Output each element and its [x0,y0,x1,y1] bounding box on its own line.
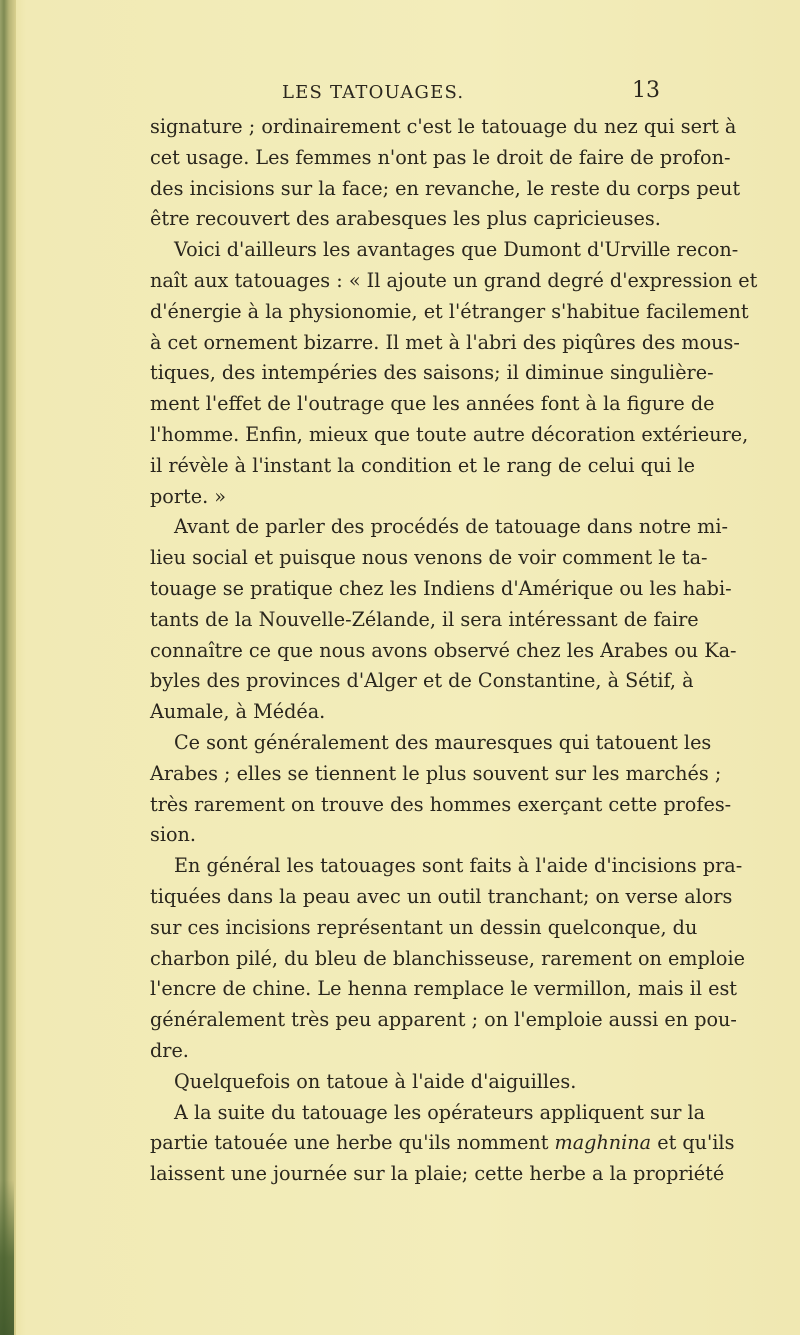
text-line: l'homme. Enfin, mieux que toute autre décoration extérieure, [150,422,749,446]
text-line: généralement très peu apparent ; on l'emploie aussi en pou- [150,1008,737,1032]
text-line: signature ; ordinairement c'est le tatouage du nez qui sert à [150,115,737,138]
text-line: sur ces incisions représentant un dessin quelconque, du [150,915,698,939]
page-binding-shadow [0,1180,14,1335]
text-line-with-italic [150,1128,735,1159]
text-line: être recouvert des arabesques les plus capricieuses. [150,207,661,231]
text-line: Quelquefois on tatoue à l'aide d'aiguilles. [174,1069,577,1093]
text-line: Avant de parler des procédés de tatouage dans notre mi- [174,515,728,539]
running-title: LES TATOUAGES. [282,82,465,103]
text-line: à cet ornement bizarre. Il met à l'abri des piqûres des mous- [150,330,740,354]
text-line: byles des provinces d'Alger et de Constantine, à Sétif, à [150,669,694,693]
text-line: naît aux tatouages : « Il ajoute un grand degré d'expression et [150,268,758,292]
text-line: A la suite du tatouage les opérateurs appliquent sur la [174,1100,706,1124]
text-line: porte. » [150,484,227,508]
text-line: connaître ce que nous avons observé chez les Arabes ou Ka- [150,638,737,662]
text-segment: et qu'ils [657,1131,735,1155]
text-line: il révèle à l'instant la condition et le rang de celui qui le [150,453,695,477]
text-line: lieu social et puisque nous venons de voir comment le ta- [150,546,708,570]
text-line: tants de la Nouvelle-Zélande, il sera intéressant de faire [150,607,699,631]
text-segment: partie tatouée une herbe qu'ils nomment [150,1131,549,1155]
body-text [150,112,758,1190]
page-number: 13 [632,78,660,103]
text-line: Voici d'ailleurs les avantages que Dumont d'Urville recon- [174,238,739,262]
text-line: cet usage. Les femmes n'ont pas le droit de faire de profon- [150,145,731,169]
text-line: d'énergie à la physionomie, et l'étranger s'habitue facilement [150,299,749,323]
page-binding-edge [0,0,16,1335]
text-line: ment l'effet de l'outrage que les années font à la figure de [150,392,715,416]
text-line: Aumale, à Médéa. [150,700,326,724]
text-line: tiques, des intempéries des saisons; il diminue singulière- [150,361,714,385]
text-line: sion. [150,823,196,847]
text-line: Ce sont généralement des mauresques qui tatouent les [174,730,712,754]
text-line: très rarement on trouve des hommes exerçant cette profes- [150,792,732,816]
text-line: des incisions sur la face; en revanche, le reste du corps peut [150,176,741,200]
italic-term: maghnina [554,1131,652,1155]
text-line: En général les tatouages sont faits à l'aide d'incisions pra- [174,854,743,878]
page-header [130,78,660,112]
text-line: dre. [150,1038,189,1062]
text-line: laissent une journée sur la plaie; cette herbe a la propriété [150,1162,725,1186]
text-line: tiquées dans la peau avec un outil tranchant; on verse alors [150,884,733,908]
text-line: Arabes ; elles se tiennent le plus souvent sur les marchés ; [150,761,722,785]
text-line: touage se pratique chez les Indiens d'Amérique ou les habi- [150,576,732,600]
text-line: l'encre de chine. Le henna remplace le vermillon, mais il est [150,977,737,1001]
text-line: charbon pilé, du bleu de blanchisseuse, rarement on emploie [150,946,745,970]
